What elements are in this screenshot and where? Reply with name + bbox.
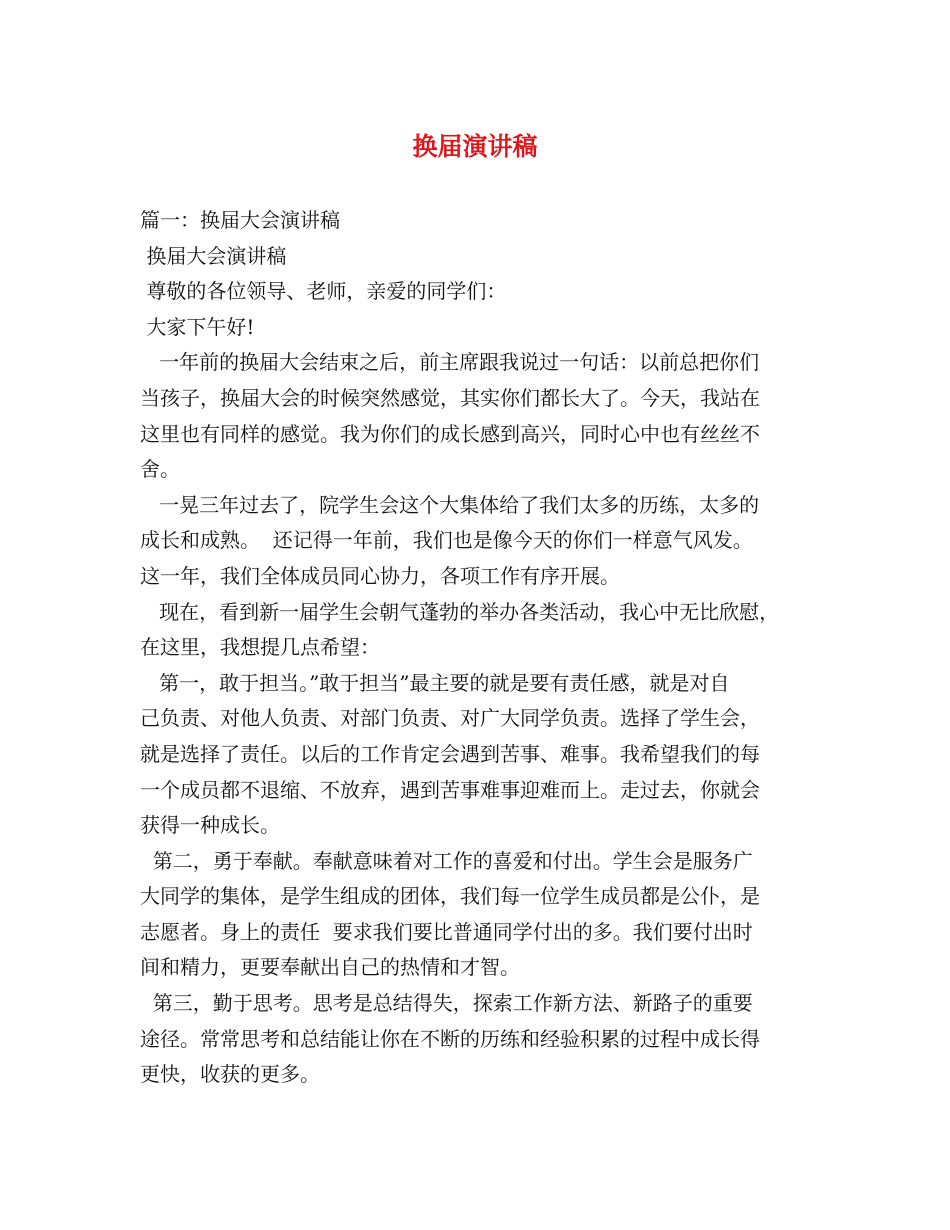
- text-line: 获得一种成长。: [140, 813, 280, 838]
- text-line: 换届大会演讲稿: [140, 243, 287, 268]
- text-line: 间和精力，更要奉献出自己的热情和才智。: [140, 955, 520, 980]
- text-line: 己负责、对他人负责、对部门负责、对广大同学负责。选择了学生会，: [140, 706, 760, 731]
- text-line: 尊敬的各位领导、老师，亲爱的同学们：: [140, 279, 507, 304]
- text-line: 途径。常常思考和总结能让你在不断的历练和经验积累的过程中成长得: [140, 1026, 760, 1051]
- text-line: 就是选择了责任。以后的工作肯定会遇到苦事、难事。我希望我们的每: [140, 741, 760, 766]
- text-line: 第三，勤于思考。思考是总结得失，探索工作新方法、新路子的重要: [140, 991, 753, 1016]
- text-line: 成长和成熟。 还记得一年前，我们也是像今天的你们一样意气风发。: [140, 528, 753, 553]
- text-line: 大家下午好!: [140, 314, 255, 339]
- text-line: 舍。: [140, 457, 180, 482]
- text-line: 现在，看到新一届学生会朝气蓬勃的举办各类活动，我心中无比欣慰，: [140, 599, 780, 624]
- document-title: 换届演讲稿: [412, 132, 538, 161]
- text-line: 一个成员都不退缩、不放弃，遇到苦事难事迎难而上。走过去，你就会: [140, 777, 760, 802]
- text-line: 在这里，我想提几点希望：: [140, 635, 380, 660]
- text-line: 更快，收获的更多。: [140, 1062, 320, 1087]
- text-line: 这一年，我们全体成员同心协力，各项工作有序开展。: [140, 563, 620, 588]
- text-line: 大同学的集体，是学生组成的团体，我们每一位学生成员都是公仆，是: [140, 884, 760, 909]
- text-line: 第一，敢于担当。”敢于担当”最主要的就是要有责任感，就是对自: [140, 670, 730, 695]
- text-line: 这里也有同样的感觉。我为你们的成长感到高兴，同时心中也有丝丝不: [140, 421, 760, 446]
- text-line: 一年前的换届大会结束之后，前主席跟我说过一句话：以前总把你们: [140, 350, 760, 375]
- text-line: 当孩子，换届大会的时候突然感觉，其实你们都长大了。今天，我站在: [140, 385, 760, 410]
- text-line: 一晃三年过去了，院学生会这个大集体给了我们太多的历练，太多的: [140, 492, 760, 517]
- text-line: 篇一：换届大会演讲稿: [140, 208, 340, 232]
- document-body: [140, 203, 820, 1093]
- text-line: 第二，勇于奉献。奉献意味着对工作的喜爱和付出。学生会是服务广: [140, 848, 753, 873]
- text-line: 志愿者。身上的责任 要求我们要比普通同学付出的多。我们要付出时: [140, 919, 753, 944]
